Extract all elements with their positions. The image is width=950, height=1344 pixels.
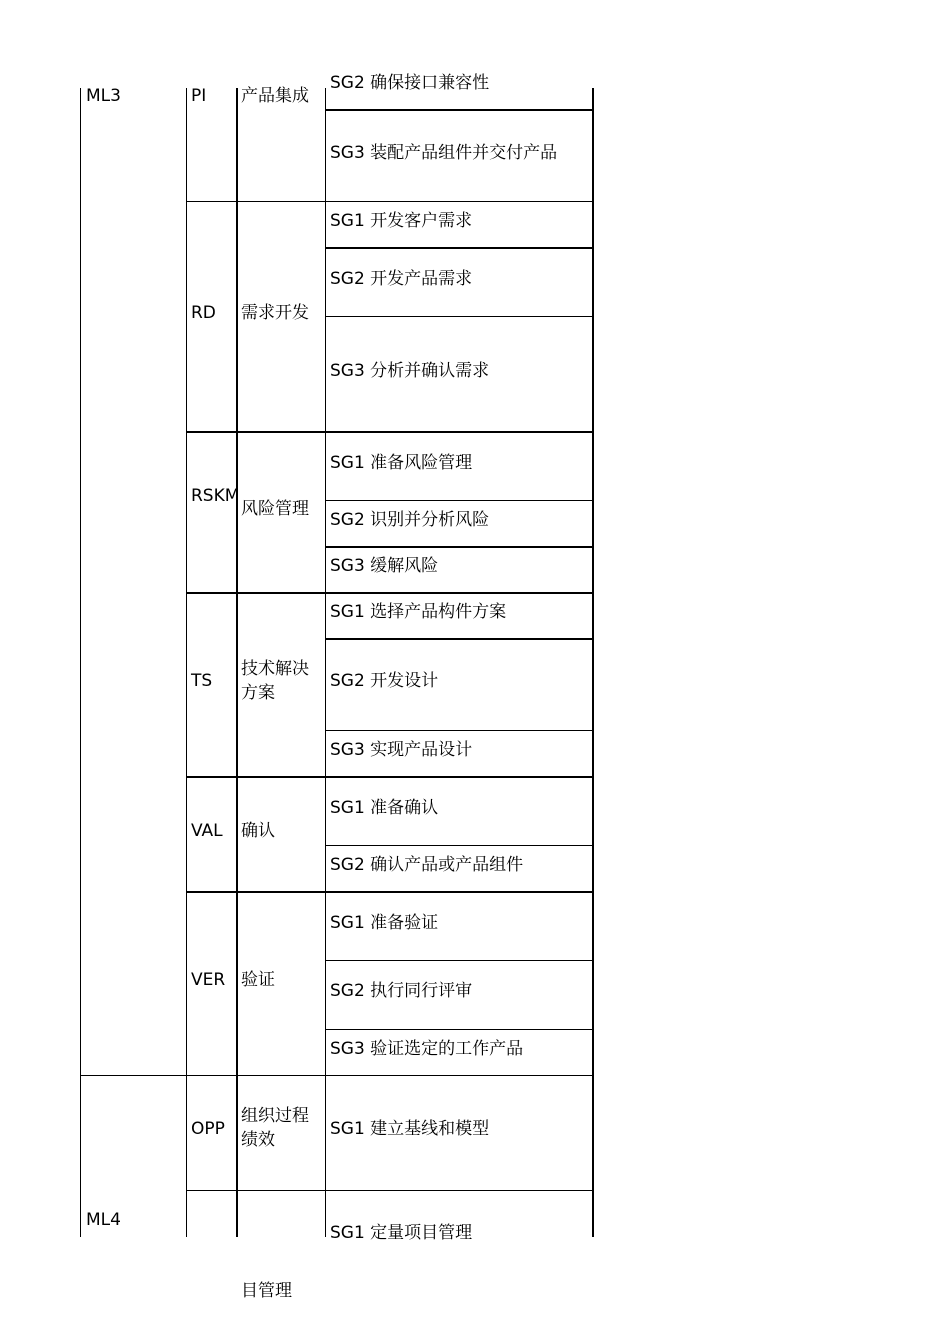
row-divider [325,845,594,846]
goal-rd-sg2: SG2 开发产品需求 [330,269,473,289]
goal-rskm-sg1: SG1 准备风险管理 [330,453,473,473]
table-border-left [80,88,81,1237]
process-area-divider [186,201,594,202]
column-divider-code [186,88,187,1237]
pa-code-ver: VER [191,970,226,990]
pa-code-pi: PI [191,86,207,106]
maturity-level-divider [80,1075,594,1076]
maturity-level-ml4: ML4 [86,1210,121,1230]
row-divider [325,109,594,111]
row-divider [325,247,594,249]
row-divider [325,960,594,961]
goal-pi-sg3: SG3 装配产品组件并交付产品 [330,143,558,163]
pa-code-rd: RD [191,303,216,323]
pa-name-rd: 需求开发 [241,303,309,323]
goal-ver-sg1: SG1 准备验证 [330,913,439,933]
pa-code-opp: OPP [191,1119,225,1139]
row-divider [325,500,594,501]
goal-qpm-sg1: SG1 定量项目管理 [330,1223,473,1243]
goal-rskm-sg2: SG2 识别并分析风险 [330,510,490,530]
pa-name-val: 确认 [241,821,275,841]
process-area-divider [186,776,594,778]
pa-name-ver: 验证 [241,970,275,990]
row-divider [325,1029,594,1030]
goal-pi-sg2: SG2 确保接口兼容性 [330,73,490,93]
column-divider-name [236,88,238,1237]
pa-name-ts: 技术解决方案 [241,659,309,703]
goal-ts-sg2: SG2 开发设计 [330,671,439,691]
pa-name-opp: 组织过程绩效 [241,1106,309,1150]
row-divider [325,316,594,317]
process-area-divider [186,1190,594,1191]
pa-code-rskm: RSKM [191,486,240,506]
goal-rskm-sg3: SG3 缓解风险 [330,556,439,576]
row-divider [325,638,594,640]
process-area-divider [186,891,594,893]
maturity-level-ml3: ML3 [86,86,121,106]
overflow-text: 目管理 [241,1281,292,1301]
goal-val-sg1: SG1 准备确认 [330,798,439,818]
process-area-divider [186,431,594,433]
goal-ver-sg2: SG2 执行同行评审 [330,981,473,1001]
goal-ts-sg1: SG1 选择产品构件方案 [330,602,507,622]
column-divider-goal [325,88,326,1237]
goal-ver-sg3: SG3 验证选定的工作产品 [330,1039,524,1059]
table-border-right [592,88,594,1237]
goal-rd-sg3: SG3 分析并确认需求 [330,361,490,381]
row-divider [325,546,594,548]
pa-name-pi: 产品集成 [241,86,309,106]
goal-val-sg2: SG2 确认产品或产品组件 [330,855,524,875]
pa-name-rskm: 风险管理 [241,499,309,519]
pa-code-val: VAL [191,821,223,841]
goal-opp-sg1: SG1 建立基线和模型 [330,1119,490,1139]
goal-ts-sg3: SG3 实现产品设计 [330,740,473,760]
goal-rd-sg1: SG1 开发客户需求 [330,211,473,231]
pa-code-ts: TS [191,671,213,691]
row-divider [325,730,594,731]
process-area-divider [186,592,594,594]
